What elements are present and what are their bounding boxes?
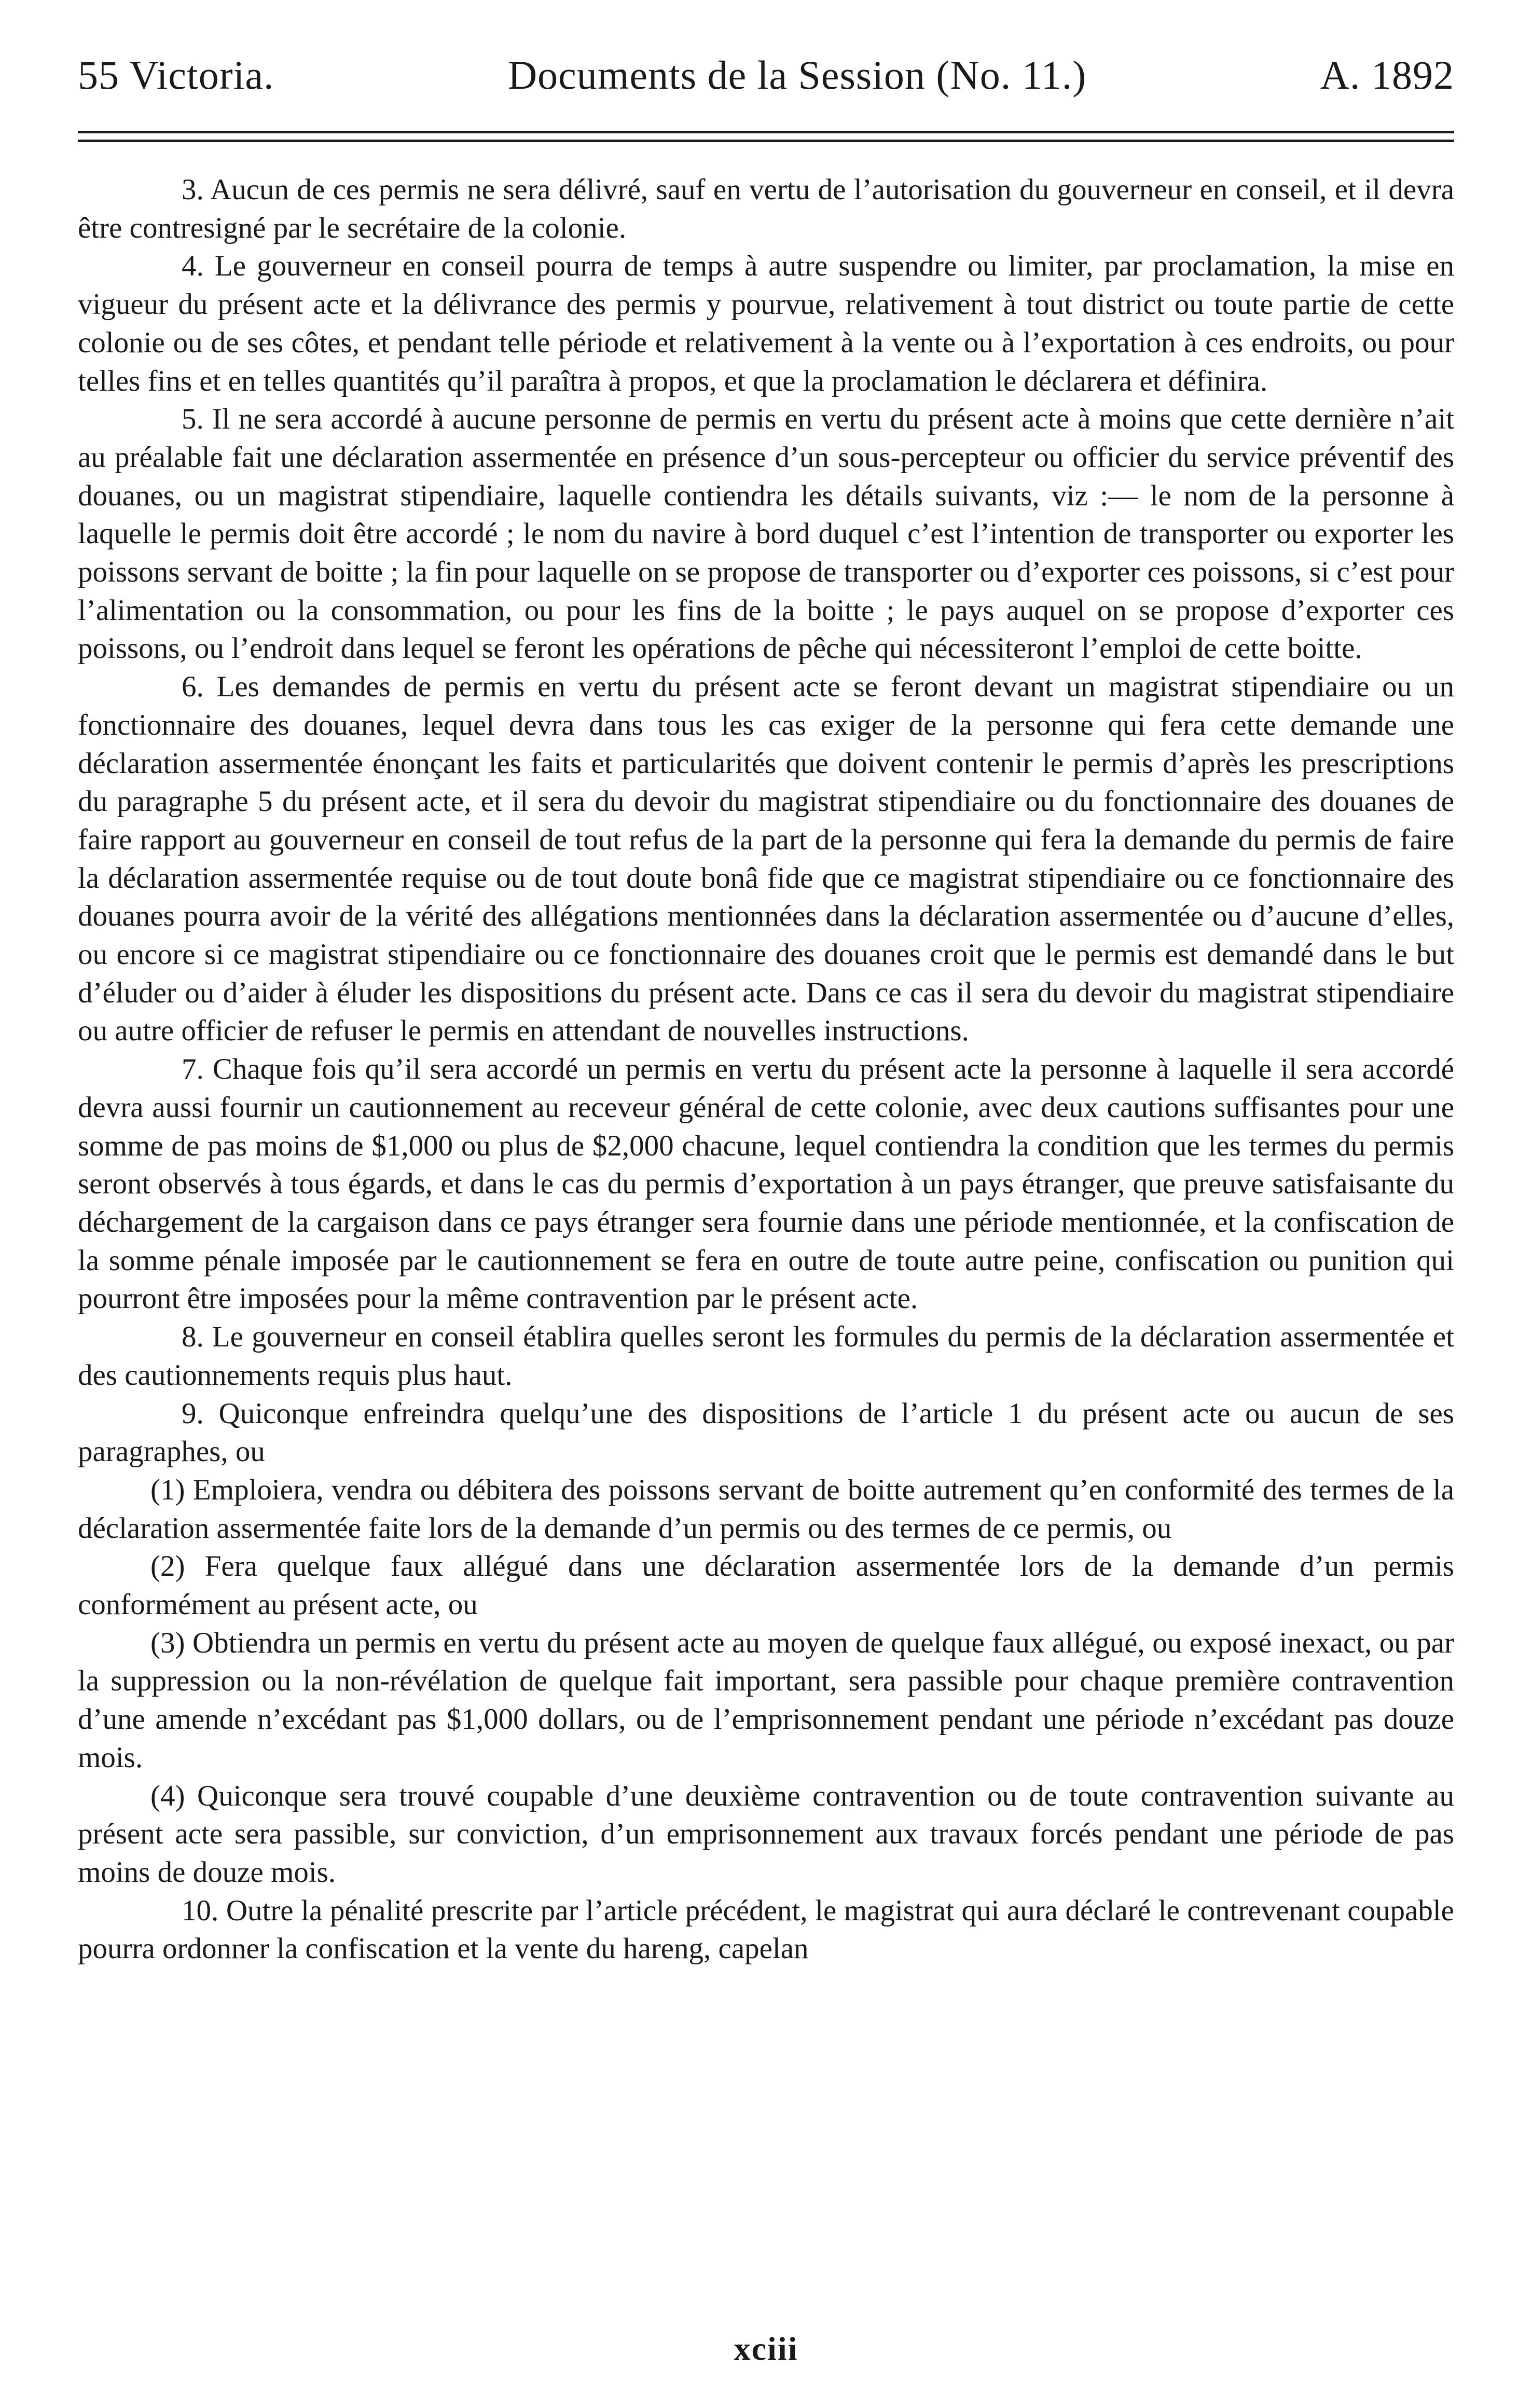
- paragraph-9: 9. Quiconque enfreindra quelqu’une des dispositions de l’article 1 du présent acte ou aucun de ses paragraphes, ou: [78, 1397, 1454, 1468]
- paragraph-9-item-3: (3) Obtiendra un permis en vertu du présent acte au moyen de quelque faux allégué, ou exposé inexact, ou par la suppression ou la non-révélation de quelque fait important, sera passible pour chaque première contravention d’une amende n’excédant pas $1,000 dollars, ou de l’emprisonnement pendant une période n’excédant pas douze mois.: [78, 1626, 1454, 1774]
- header-regnal-year: 55 Victoria.: [78, 52, 274, 98]
- paragraph-5: 5. Il ne sera accordé à aucune personne de permis en vertu du présent acte à moins que cette dernière n’ait au préalable fait une déclaration assermentée en présence d’un sous-percepteur ou officier du service préventif des douanes, ou un magistrat stipendiaire, laquelle contiendra les détails suivants, viz :— le nom de la personne à laquelle le permis doit être accordé ; le nom du navire à bord duquel c’est l’intention de transporter ou exporter les poissons servant de boitte ; la fin pour laquelle on se propose de transporter ou d’exporter ces poissons, si c’est pour l’alimentation ou la consommation, ou pour les fins de la boitte ; le pays auquel on se propose d’exporter ces poissons, ou l’endroit dans lequel se feront les opérations de pêche qui nécessiteront l’emploi de cette boitte.: [78, 403, 1454, 665]
- paragraph-9-item-1: (1) Emploiera, vendra ou débitera des poissons servant de boitte autrement qu’en conformité des termes de la déclaration assermentée faite lors de la demande d’un permis ou des termes de ce permis, ou: [78, 1473, 1454, 1545]
- paragraph-7: 7. Chaque fois qu’il sera accordé un permis en vertu du présent acte la personne à laquelle il sera accordé devra aussi fournir un cautionnement au receveur général de cette colonie, avec deux cautions suffisantes pour une somme de pas moins de $1,000 ou plus de $2,000 chacune, lequel contiendra la condition que les termes du permis seront observés à tous égards, et dans le cas du permis d’exportation à un pays étranger, que preuve satisfaisante du déchargement de la cargaison dans ce pays étranger sera fournie dans une période mentionnée, et la confiscation de la somme pénale imposée par le cautionnement se fera en outre de toute autre peine, confiscation ou punition qui pourront être imposées pour la même contravention par le présent acte.: [78, 1053, 1454, 1315]
- header-year: A. 1892: [1320, 52, 1454, 98]
- paragraph-10: 10. Outre la pénalité prescrite par l’article précédent, le magistrat qui aura déclaré le contrevenant coupable pourra ordonner la confiscation et la vente du hareng, capelan: [78, 1894, 1454, 1965]
- document-body: [78, 171, 1454, 1968]
- paragraph-4: 4. Le gouverneur en conseil pourra de temps à autre suspendre ou limiter, par proclamation, la mise en vigueur du présent acte et la délivrance des permis y pourvue, relativement à tout district ou toute partie de cette colonie ou de ses côtes, et pendant telle période et relativement à la vente ou à l’exportation à ces endroits, ou pour telles fins et en telles quantités qu’il paraîtra à propos, et que la proclamation le déclarera et définira.: [78, 250, 1454, 397]
- paragraph-6: 6. Les demandes de permis en vertu du présent acte se feront devant un magistrat stipendiaire ou un fonctionnaire des douanes, lequel devra dans tous les cas exiger de la personne qui fera cette demande une déclaration assermentée énonçant les faits et particularités que doivent contenir le permis d’après les prescriptions du paragraphe 5 du présent acte, et il sera du devoir du magistrat stipendiaire ou du fonctionnaire des douanes de faire rapport au gouverneur en conseil de tout refus de la part de la personne qui fera la demande du permis de faire la déclaration assermentée requise ou de tout doute bonâ fide que ce magistrat stipendiaire ou ce fonctionnaire des douanes pourra avoir de la vérité des allégations mentionnées dans la déclaration assermentée ou d’aucune d’elles, ou encore si ce magistrat stipendiaire ou ce fonctionnaire des douanes croit que le permis est demandé dans le but d’éluder ou d’aider à éluder les dispositions du présent acte. Dans ce cas il sera du devoir du magistrat stipendiaire ou autre officier de refuser le permis en attendant de nouvelles instructions.: [78, 670, 1454, 1048]
- header-document-title: Documents de la Session (No. 11.): [507, 52, 1087, 98]
- document-page: [78, 47, 1454, 1968]
- running-header: [78, 47, 1454, 104]
- paragraph-8: 8. Le gouverneur en conseil établira quelles seront les formules du permis de la déclaration assermentée et des cautionnements requis plus haut.: [78, 1320, 1454, 1392]
- header-double-rule: [78, 131, 1454, 142]
- page-number: xciii: [734, 2330, 798, 2367]
- paragraph-3: 3. Aucun de ces permis ne sera délivré, sauf en vertu de l’autorisation du gouverneur en conseil, et il devra être contresigné par le secrétaire de la colonie.: [78, 173, 1454, 244]
- paragraph-9-item-2: (2) Fera quelque faux allégué dans une déclaration assermentée lors de la demande d’un permis conformément au présent acte, ou: [78, 1550, 1454, 1621]
- paragraph-9-item-4: (4) Quiconque sera trouvé coupable d’une deuxième contravention ou de toute contravention suivante au présent acte sera passible, sur conviction, d’un emprisonnement aux travaux forcés pendant une période de pas moins de douze mois.: [78, 1779, 1454, 1889]
